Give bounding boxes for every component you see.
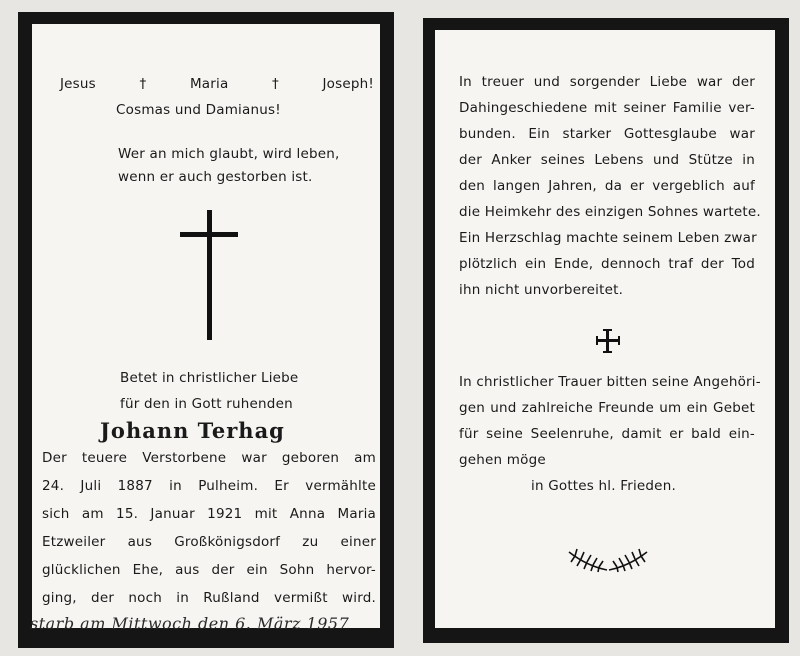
para1-last-line: ihn nicht unvorbereitet. — [459, 282, 624, 298]
para1-line-7: Ein Herzschlag machte seinem Leben zwar — [459, 230, 757, 246]
bio-line-4: Etzweiler aus Großkönigsdorf zu einer — [42, 534, 376, 550]
para1-line-2: Dahingeschiedene mit seiner Familie ver- — [459, 100, 755, 116]
bio-line-5: glücklichen Ehe, aus der ein Sohn hervor- — [42, 562, 376, 578]
invocation-joseph: Joseph! — [322, 76, 374, 92]
invocation-jesus: Jesus — [60, 76, 96, 92]
para2-last-line: gehen möge — [459, 452, 546, 468]
quote-line-2: wenn er auch gestorben ist. — [118, 169, 313, 185]
para2-line-1: In christlicher Trauer bitten seine Angehöri- — [459, 374, 761, 390]
large-cross-icon — [180, 210, 240, 342]
bio-line-3: sich am 15. Januar 1921 mit Anna Maria — [42, 506, 376, 522]
handwritten-death-date: starb am Mittwoch den 6. März 1957 — [30, 614, 350, 633]
invocation-cross-1: † — [139, 76, 147, 92]
pray-line-2: für den in Gott ruhenden — [120, 396, 293, 412]
right-panel — [423, 18, 789, 643]
small-cross-icon — [595, 328, 621, 354]
bio-line-6: ging, der noch in Rußland vermißt wird. — [42, 590, 376, 606]
palm-branch-ornament-icon — [565, 544, 651, 574]
invocation-line — [60, 76, 374, 92]
invocation-cross-2: † — [271, 76, 279, 92]
para1-line-3: bunden. Ein starker Gottesglaube war — [459, 126, 755, 142]
bio-line-2: 24. Juli 1887 in Pulheim. Er vermählte — [42, 478, 376, 494]
bio-line-1: Der teuere Verstorbene war geboren am — [42, 450, 376, 466]
pray-line-1: Betet in christlicher Liebe — [120, 370, 299, 386]
para1-line-8: plötzlich ein Ende, dennoch traf der Tod — [459, 256, 755, 272]
para1-line-4: der Anker seines Lebens und Stütze in — [459, 152, 755, 168]
invocation-maria: Maria — [189, 76, 229, 92]
invocation-saints: Cosmas und Damianus! — [116, 102, 281, 118]
right-panel-inner — [435, 30, 775, 628]
para2-line-2: gen und zahlreiche Freunde um ein Gebet — [459, 400, 755, 416]
left-panel — [18, 12, 394, 648]
para2-line-3: für seine Seelenruhe, damit er bald ein- — [459, 426, 755, 442]
quote-line-1: Wer an mich glaubt, wird leben, — [118, 146, 340, 162]
left-panel-inner — [30, 24, 380, 633]
para1-line-5: den langen Jahren, da er vergeblich auf — [459, 178, 755, 194]
para1-line-6: die Heimkehr des einzigen Sohnes wartete. — [459, 204, 761, 220]
deceased-name: Johann Terhag — [100, 418, 285, 443]
para1-line-1: In treuer und sorgender Liebe war der — [459, 74, 755, 90]
closing-line: in Gottes hl. Frieden. — [531, 478, 676, 494]
